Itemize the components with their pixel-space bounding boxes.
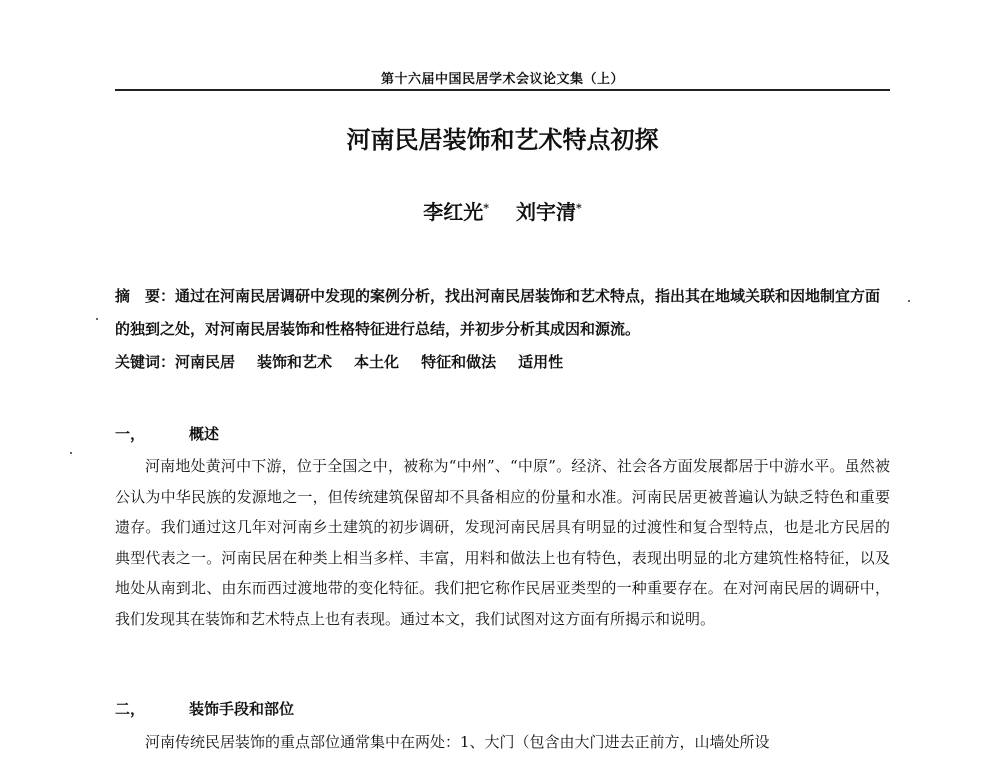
section-heading [115,694,890,724]
keywords [115,346,890,379]
keyword: 河南民居 [175,353,236,371]
header-rule [115,89,890,91]
author-name: 李红光 [423,200,484,224]
section-heading [115,419,890,449]
abstract-text: 通过在河南民居调研中发现的案例分析，找出河南民居装饰和艺术特点，指出其在地域关联和因地制宜方面的独到之处，对河南民居装饰和性格特征进行总结，并初步分析其成因和源流。 [115,287,881,338]
running-header: 第十六届中国民居学术会议论文集（上） [380,72,624,87]
keyword: 适用性 [518,353,564,371]
keyword: 装饰和艺术 [257,353,333,371]
speck [96,318,98,320]
section-paragraph: 河南传统民居装饰的重点部位通常集中在两处：1、大门（包含由大门进去正前方，山墙处所设 [145,733,770,751]
keywords-label: 关键词： [115,353,176,371]
abstract [115,280,890,346]
section-paragraph: 河南地处黄河中下游，位于全国之中，被称为“中州”、“中原”。经济、社会各方面发展都居于中游水平。虽然被公认为中华民族的发源地之一，但传统建筑保留却不具备相应的份量和水准。河南民居更被普遍认为缺乏特色和重要遗存。我们通过这几年对河南乡土建筑的初步调研，发现河南民居具有明显的过渡性和复合型特点，也是北方民居的典型代表之一。河南民居在种类上相当多样、丰富，用料和做法上也有特色，表现出明显的北方建筑性格特征，以及地处从南到北、由东而西过渡地带的变化特征。我们把它称作民居亚类型的一种重要存在。在对河南民居的调研中，我们发现其在装饰和艺术特点上也有表现。通过本文，我们试图对这方面有所揭示和说明。 [115,457,890,628]
section-title: 概述 [189,425,220,443]
paper-title: 河南民居装饰和艺术特点初探 [346,126,659,154]
speck [70,452,72,454]
section-number: 二， [115,700,146,718]
author-list [115,196,890,225]
keyword: 本土化 [354,353,400,371]
author-mark: * [483,201,490,215]
author-name: 刘宇清 [515,200,576,224]
keyword: 特征和做法 [421,353,497,371]
speck [908,300,910,302]
author [423,200,489,224]
author [516,200,582,224]
abstract-label: 摘 要： [115,287,176,305]
section-title: 装饰手段和部位 [189,700,295,718]
section-number: 一， [115,425,146,443]
author-mark: * [575,201,582,215]
